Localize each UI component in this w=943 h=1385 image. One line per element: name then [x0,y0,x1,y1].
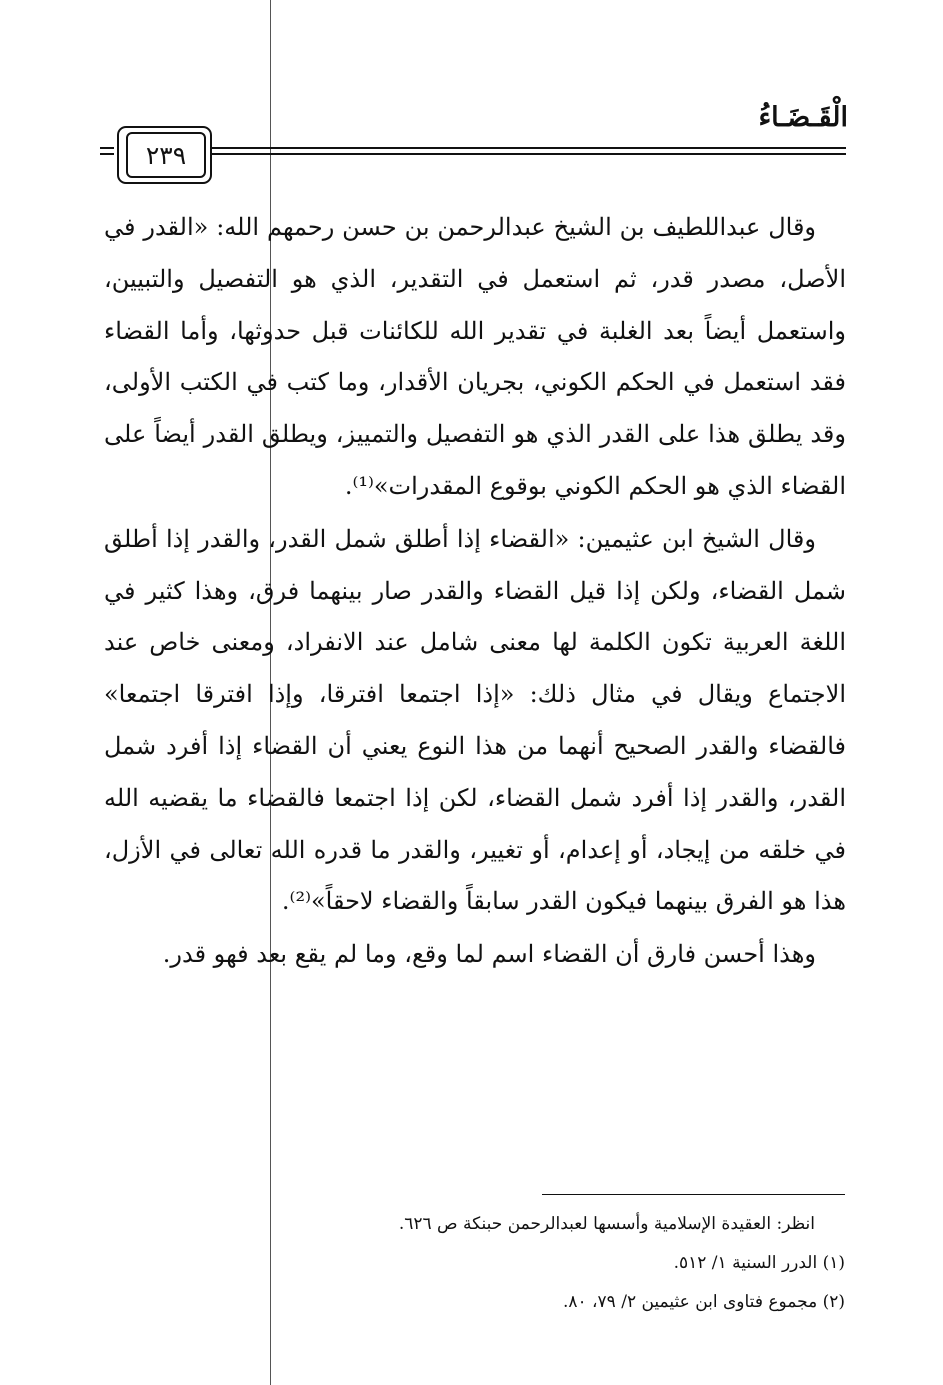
paragraph-ibn-uthaymin-quote: وقال الشيخ ابن عثيمين: «القضاء إذا أطلق شمل القدر، والقدر إذا أطلق شمل القضاء، ولكن إذا قيل القضاء والقدر صار بينهما فرق، وهذا كثير في اللغة العربية تكون الكلمة لها معنى شامل عند الانفراد، ومعنى خاص عند الاجتماع ويقال في مثال ذلك: «إذا اجتمعا افترقا، وإذا افترقا اجتمعا» فالقضاء والقدر الصحيح أنهما من هذا النوع يعني أن القضاء إذا أفرد شمل القدر، والقدر إذا أفرد شمل القضاء، لكن إذا اجتمعا فالقضاء ما يقضيه الله في خلقه من إيجاد، أو إعدام، أو تغيير، والقدر ما قدره الله تعالى في الأزل، هذا هو الفرق بينهما فيكون القدر سابقاً والقضاء لاحقاً»⁽²⁾. [104,524,846,916]
footnote-1: (١) الدرر السنية ١/ ٥١٢. [673,1253,845,1273]
footnote-2: (٢) مجموع فتاوى ابن عثيمين ٢/ ٧٩، ٨٠. [562,1292,845,1312]
footnote-reference-intro: انظر: العقيدة الإسلامية وأسسها لعبدالرحمن حبنكة ص ٦٢٦. [398,1214,815,1234]
header-rule-left [100,147,114,159]
footnotes [360,1205,845,1322]
page-number: ٢٣٩ [126,132,206,178]
chapter-title: الْقَـضَـاءُ [758,102,848,133]
paragraph-abdullatif-quote: وقال عبداللطيف بن الشيخ عبدالرحمن بن حسن رحمهم الله: «القدر في الأصل، مصدر قدر، ثم استعمل في التقدير، الذي هو التفصيل والتبيين، واستعمل أيضاً بعد الغلبة في تقدير الله للكائنات قبل حدوثها، وأما القضاء فقد استعمل في الحكم الكوني، بجريان الأقدار، وما كتب في الكتب الأولى، وقد يطلق هذا على القدر الذي هو التفصيل والتمييز، ويطلق القدر أيضاً على القضاء الذي هو الحكم الكوني بوقوع المقدرات»⁽¹⁾. [104,213,846,500]
paragraph-conclusion: وهذا أحسن فارق أن القضاء اسم لما وقع، وما لم يقع بعد فهو قدر. [162,940,816,969]
header-rule-right [212,147,846,159]
footnote-separator [542,1194,845,1195]
main-text [104,202,846,982]
